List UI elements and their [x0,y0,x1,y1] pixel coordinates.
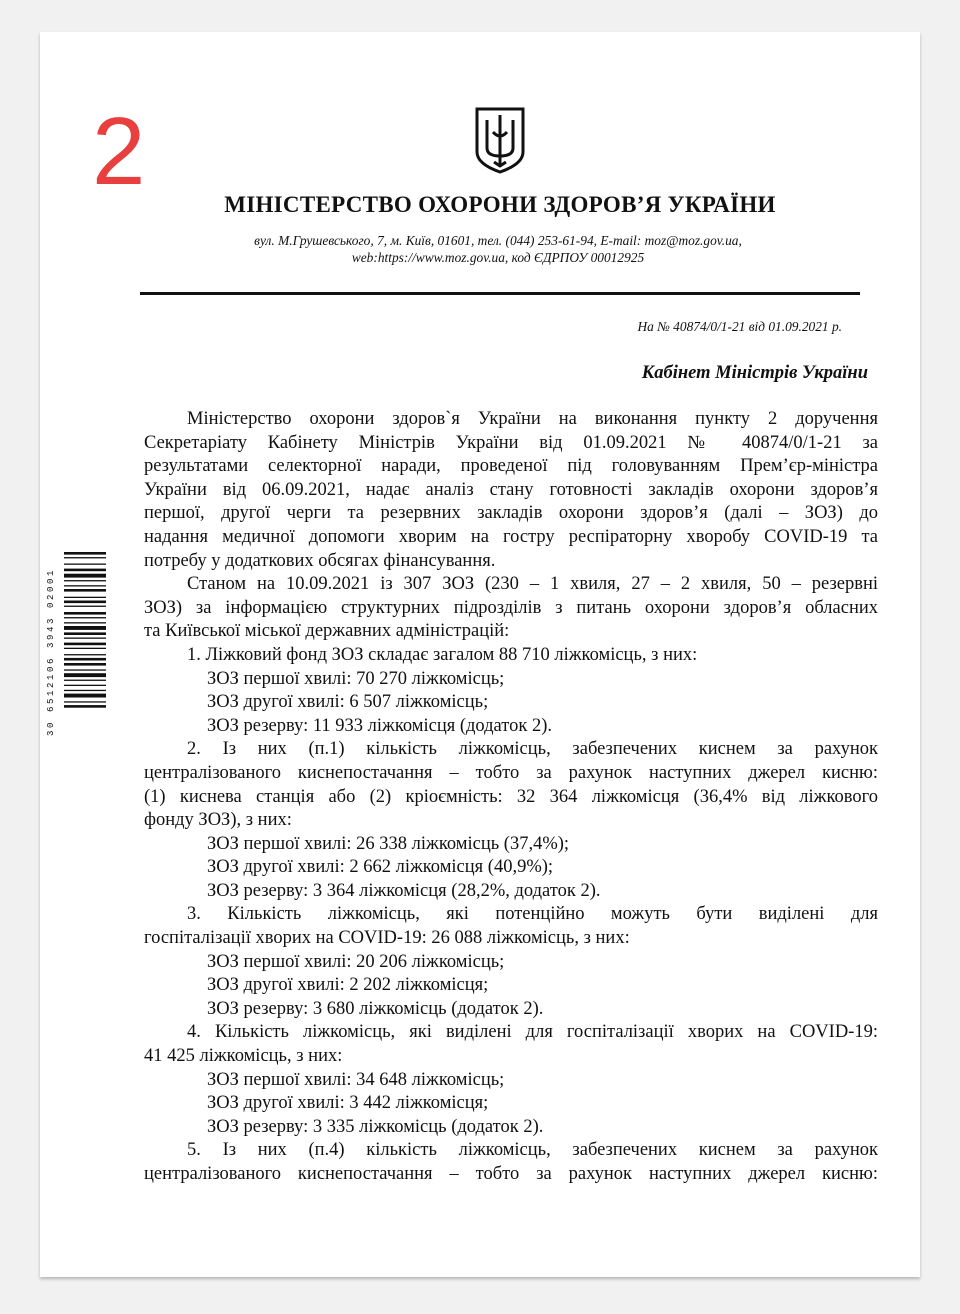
list-subitem: ЗОЗ першої хвилі: 26 338 ліжкомісць (37,4%); [207,833,570,854]
body-line: та Київської міської державних адміністрацій: [144,621,510,642]
body-line: ЗОЗ) за інформацією структурних підрозділів з питань охорони здоров’я обласних [144,597,878,618]
body-line: фонду ЗОЗ), з них: [144,810,292,831]
ministry-title: МІНІСТЕРСТВО ОХОРОНИ ЗДОРОВ’Я УКРАЇНИ [224,192,776,217]
letter-body [144,408,878,1187]
address-line-1: вул. М.Грушевського, 7, м. Київ, 01601, тел. (044) 253-61-94, E-mail: moz@moz.gov.ua, [254,233,742,248]
list-subitem: ЗОЗ резерву: 3 680 ліжкомісць (додаток 2). [207,998,544,1019]
list-subitem: ЗОЗ резерву: 3 364 ліжкомісця (28,2%, додаток 2). [207,880,601,901]
body-line: 41 425 ліжкомісць, з них: [144,1046,343,1067]
body-line: (1) киснева станція або (2) кріоємність: 32 364 ліжкомісця (36,4% від ліжкового [144,786,878,807]
header-divider [140,292,860,295]
list-item: 2. Із них (п.1) кількість ліжкомісць, забезпечених киснем за рахунок [187,739,878,760]
addressee: Кабінет Міністрів України [641,363,868,383]
list-subitem: ЗОЗ резерву: 3 335 ліжкомісць (додаток 2). [207,1116,544,1137]
body-line: централізованого киснепостачання – тобто за рахунок наступних джерел кисню: [144,1164,878,1184]
trident-emblem-icon [474,106,526,174]
document-page [40,32,920,1277]
body-line: потребу у додаткових обсягах фінансування. [144,550,496,571]
body-line: України від 06.09.2021, надає аналіз стану готовності закладів охорони здоров’я [144,479,878,500]
barcode-digits: 30 6512106 3943 02001 [46,567,56,737]
list-subitem: ЗОЗ першої хвилі: 20 206 ліжкомісць; [207,951,505,972]
body-line: Секретаріату Кабінету Міністрів України від 01.09.2021 № 40874/0/1-21 за [144,432,878,453]
list-item: 3. Кількість ліжкомісць, які потенційно можуть бути виділені для [187,904,878,925]
list-item: 1. Ліжковий фонд ЗОЗ складає загалом 88 710 ліжкомісць, з них: [187,644,698,665]
body-line: результатами селекторної наради, проведеної під головуванням Прем’єр-міністра [144,456,878,477]
body-line: централізованого киснепостачання – тобто за рахунок наступних джерел кисню: [144,762,878,783]
reference-number: На № 40874/0/1-21 від 01.09.2021 р. [637,319,842,334]
body-line: Міністерство охорони здоров`я України на виконання пункту 2 доручення [187,409,878,429]
body-line: госпіталізації хворих на COVID-19: 26 088 ліжкомісць, з них: [144,928,630,949]
page-number-annotation: 2 [92,98,146,205]
list-subitem: ЗОЗ другої хвилі: 3 442 ліжкомісця; [207,1093,489,1114]
list-subitem: ЗОЗ другої хвилі: 2 662 ліжкомісця (40,9%); [207,857,554,878]
list-subitem: ЗОЗ другої хвилі: 6 507 ліжкомісць; [207,692,489,713]
barcode-icon [60,552,110,752]
body-line: Станом на 10.09.2021 із 307 ЗОЗ (230 – 1 хвиля, 27 – 2 хвиля, 50 – резервні [187,574,878,595]
list-subitem: ЗОЗ другої хвилі: 2 202 ліжкомісця; [207,975,489,996]
list-subitem: ЗОЗ резерву: 11 933 ліжкомісця (додаток 2). [207,715,553,736]
list-item: 4. Кількість ліжкомісць, які виділені для госпіталізації хворих на COVID-19: [187,1022,878,1043]
list-subitem: ЗОЗ першої хвилі: 34 648 ліжкомісць; [207,1069,505,1090]
address-line-2: web:https://www.moz.gov.ua, код ЄДРПОУ 00012925 [351,250,645,265]
list-item: 5. Із них (п.4) кількість ліжкомісць, забезпечених киснем за рахунок [187,1140,878,1161]
body-line: першої, другої черги та резервних закладів охорони здоров’я (далі – ЗОЗ) до [144,503,878,524]
list-subitem: ЗОЗ першої хвилі: 70 270 ліжкомісць; [207,668,505,689]
body-line: надання медичної допомоги хворим на гостру респіраторну хворобу COVID-19 та [144,526,878,547]
